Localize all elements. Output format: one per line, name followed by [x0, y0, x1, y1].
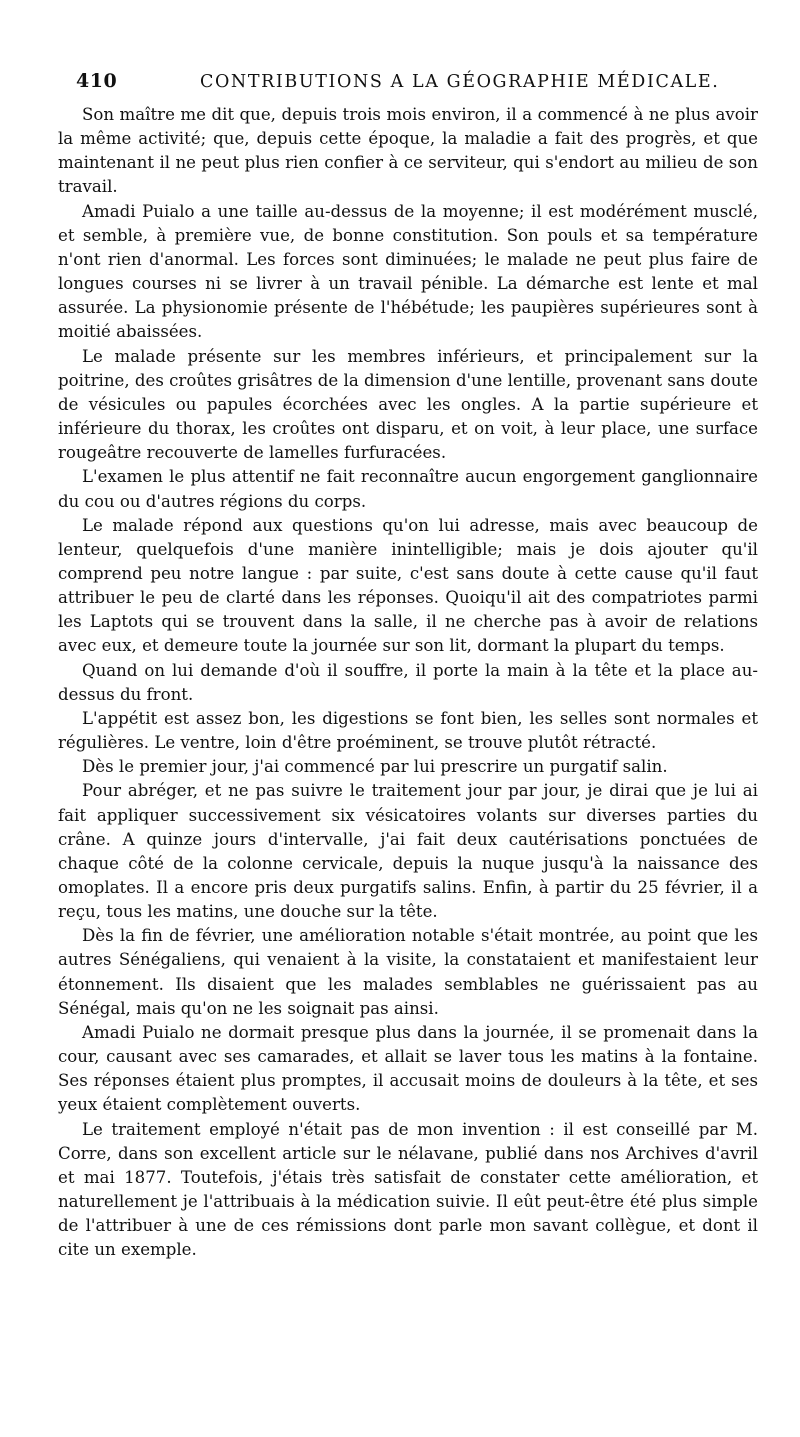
paragraph: Dès la fin de février, une amélioration notable s'était montrée, au point que les autres Sénégaliens, qui venaient à la visite, la constataient et manifestaient leur étonnement. Ils disaient que les malades semblables ne guérissaient pas au Sénégal, mais qu'on ne les soignait pas ainsi. — [58, 926, 758, 1018]
running-title: CONTRIBUTIONS A LA GÉOGRAPHIE MÉDICALE. — [200, 72, 720, 92]
paragraph: Amadi Puialo a une taille au-dessus de la moyenne; il est modérément musclé, et semble, à première vue, de bonne constitution. Son pouls et sa température n'ont rien d'anormal. Les forces sont diminuées; le malade ne peut plus faire de longues courses ni se livrer à un travail pénible. La démarche est lente et mal assurée. La physionomie présente de l'hébétude; les paupières supérieures sont à moitié abaissées. — [58, 201, 758, 342]
paragraph: Pour abréger, et ne pas suivre le traitement jour par jour, je dirai que je lui ai fait appliquer successivement six vésicatoires volants sur diverses parties du crâne. A quinze jours d'intervalle, j'ai fait deux cautérisations ponctuées de chaque côté de la colonne cervicale, depuis la nuque jusqu'à la naissance des omoplates. Il a encore pris deux purgatifs salins. Enfin, à partir du 25 février, il a reçu, tous les matins, une douche sur la tête. — [58, 781, 758, 922]
paragraph: L'examen le plus attentif ne fait reconnaître aucun engorgement ganglionnaire du cou ou d'autres régions du corps. — [58, 467, 758, 511]
page-header — [76, 70, 756, 102]
paragraph: Son maître me dit que, depuis trois mois environ, il a commencé à ne plus avoir la même activité; que, depuis cette époque, la maladie a fait des progrès, et que maintenant il ne peut plus rien confier à ce serviteur, qui s'endort au milieu de son travail. — [58, 105, 758, 197]
paragraph: L'appétit est assez bon, les digestions se font bien, les selles sont normales et régulières. Le ventre, loin d'être proéminent, se trouve plutôt rétracté. — [58, 708, 758, 753]
paragraph: Le malade répond aux questions qu'on lui adresse, mais avec beaucoup de lenteur, quelquefois d'une manière inintelligible; mais je dois ajouter qu'il comprend peu notre langue : par suite, c'est sans doute à cette cause qu'il faut attribuer le peu de clarté dans les réponses. Quoiqu'il ait des compatriotes parmi les Laptots qui se trouvent dans la salle, il ne cherche pas à avoir de relations avec eux, et demeure toute la journée sur son lit, dormant la plupart du temps. — [58, 515, 758, 656]
paragraph: Dès le premier jour, j'ai commencé par lui prescrire un purgatif salin. — [82, 757, 668, 777]
body-text — [58, 103, 758, 1263]
page-number: 410 — [76, 70, 118, 92]
paragraph: Le malade présente sur les membres inférieurs, et principalement sur la poitrine, des croûtes grisâtres de la dimension d'une lentille, provenant sans doute de vésicules ou papules écorchées avec les ongles. A la partie supérieure et inférieure du thorax, les croûtes ont disparu, et on voit, à leur place, une surface rougeâtre recouverte de lamelles furfuracées. — [58, 346, 758, 463]
paragraph: Le traitement employé n'était pas de mon invention : il est conseillé par M. Corre, dans son excellent article sur le nélavane, publié dans nos Archives d'avril et mai 1877. Toutefois, j'étais très satisfait de constater cette amélioration, et naturellement je l'attribuais à la médication suivie. Il eût peut-être été plus simple de l'attribuer à une de ces rémissions dont parle mon savant collègue, et dont il cite un exemple. — [58, 1119, 758, 1260]
paragraph: Quand on lui demande d'où il souffre, il porte la main à la tête et la place au-dessus du front. — [58, 660, 758, 704]
paragraph: Amadi Puialo ne dormait presque plus dans la journée, il se promenait dans la cour, causant avec ses camarades, et allait se laver tous les matins à la fontaine. Ses réponses étaient plus promptes, il accusait moins de douleurs à la tête, et ses yeux étaient complètement ouverts. — [58, 1022, 758, 1115]
